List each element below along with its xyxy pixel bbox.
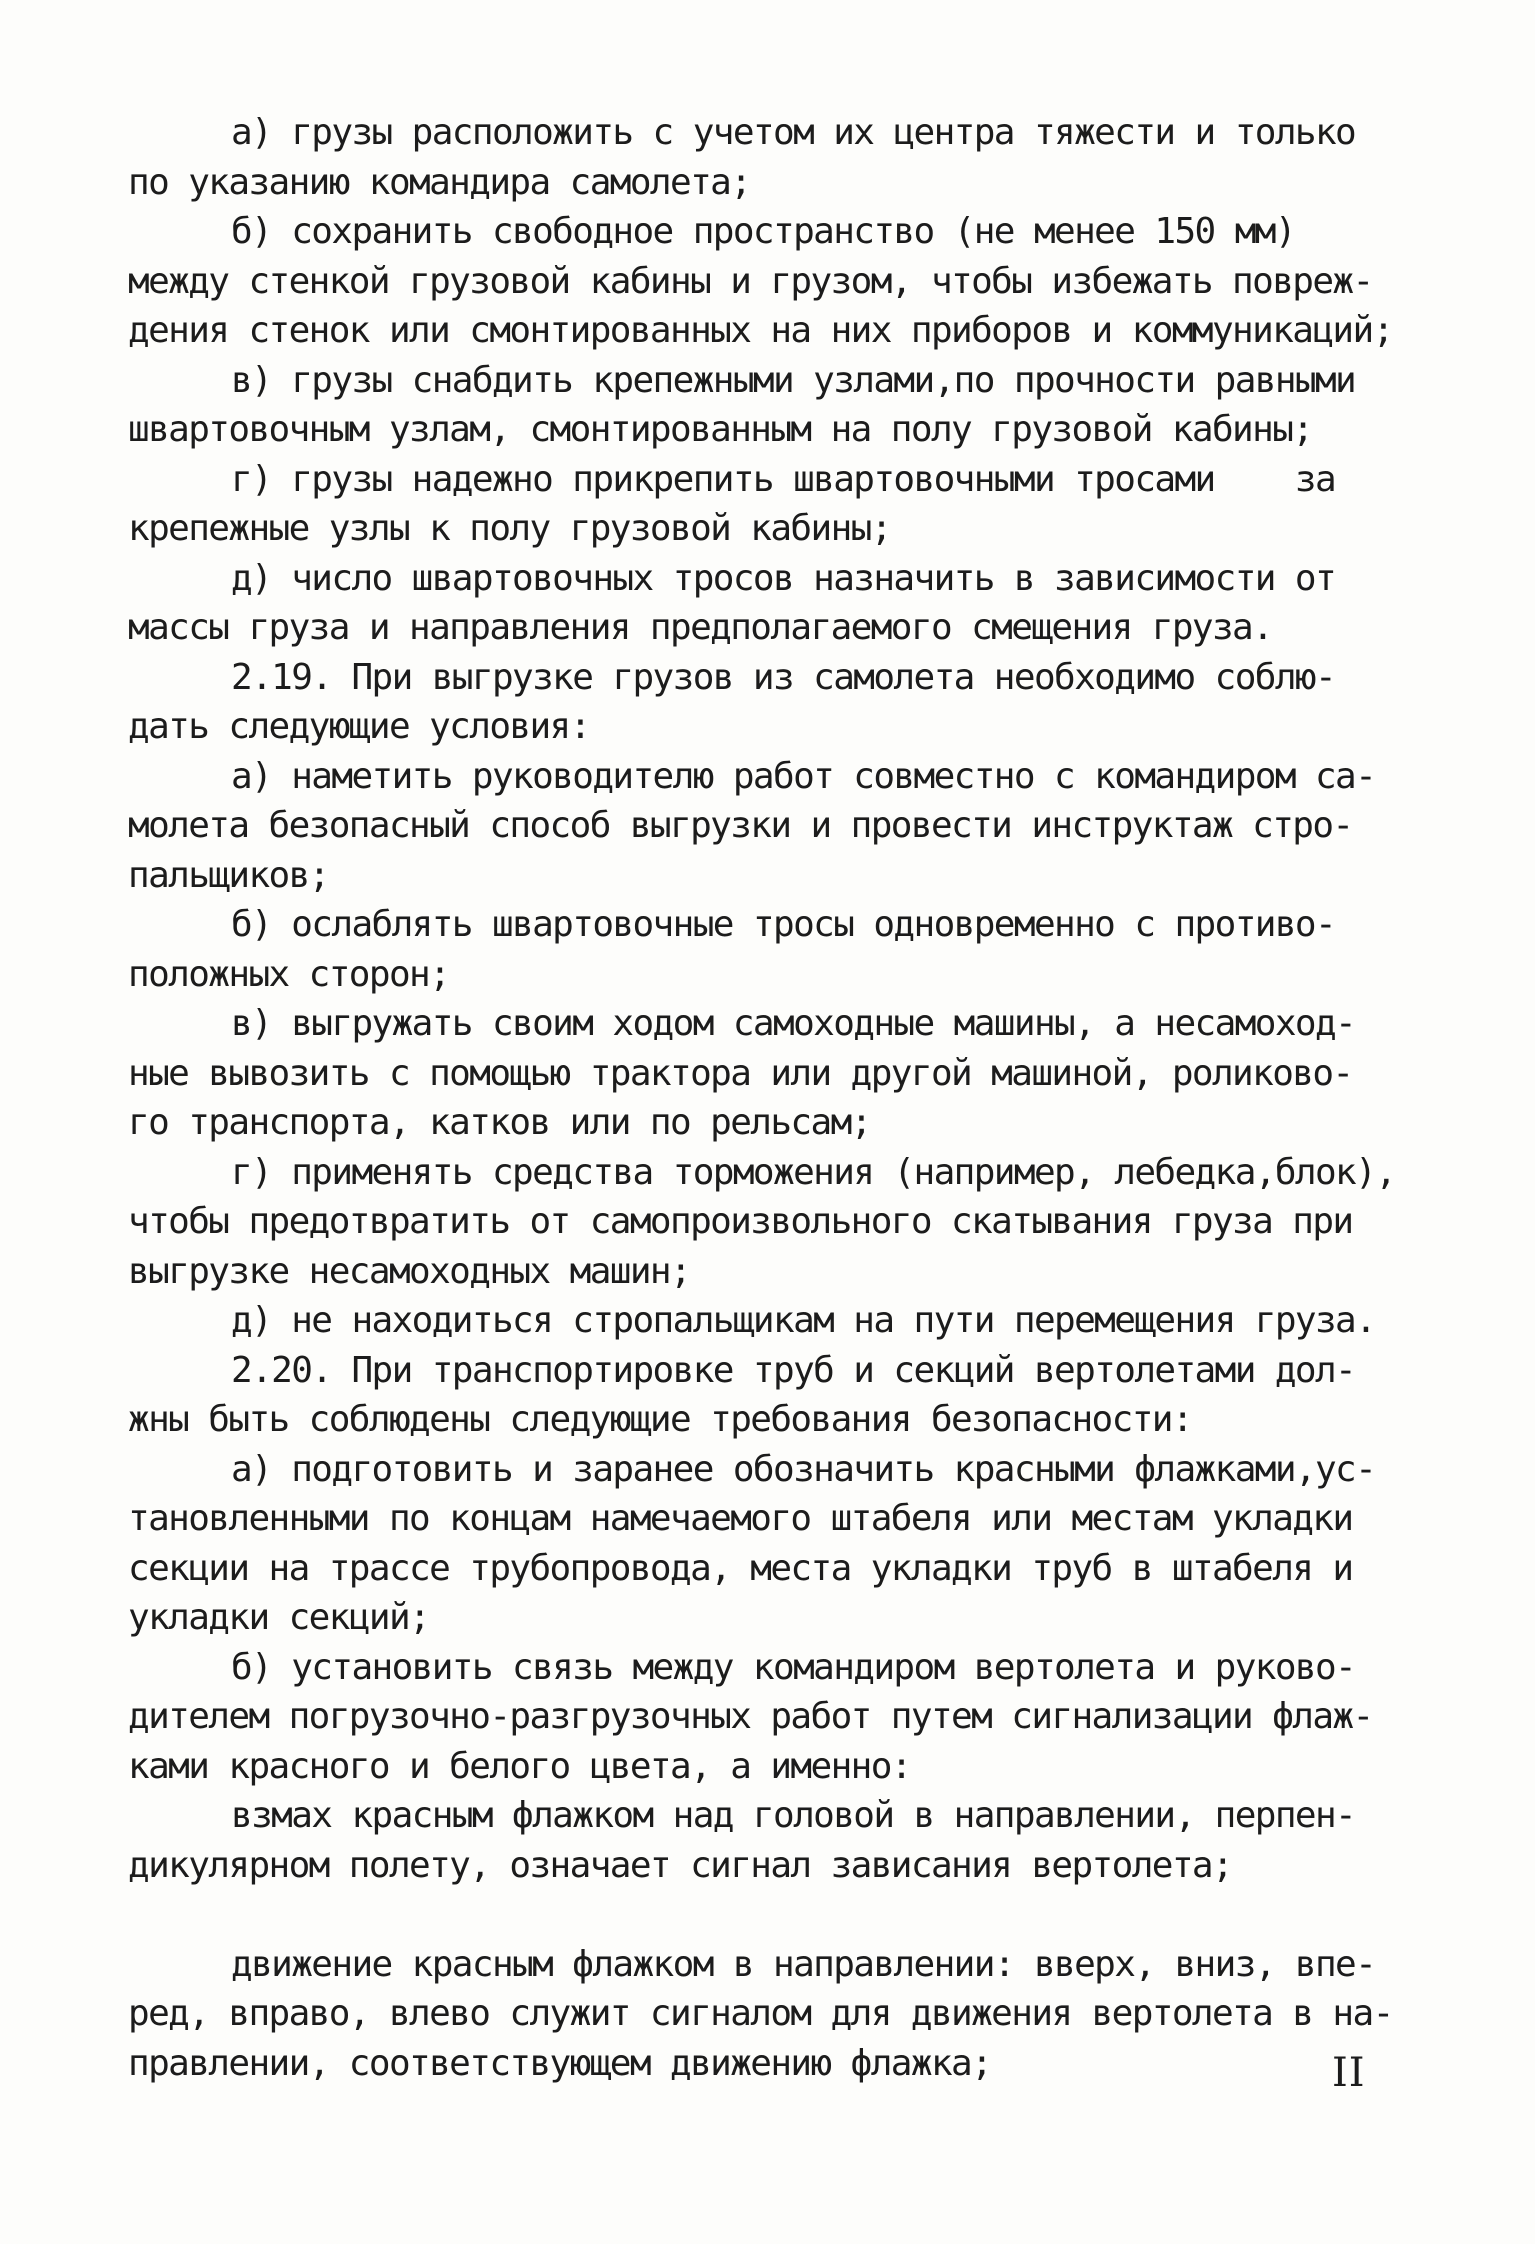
text-line: дикулярном полету, означает сигнал зависания вертолета; [128, 1844, 1233, 1886]
body-text [128, 108, 1418, 2088]
text-line: 2.20. При транспортировке труб и секций вертолетами дол- [231, 1349, 1356, 1391]
text-line: выгрузке несамоходных машин; [128, 1250, 691, 1292]
text-line: г) применять средства торможения (например, лебедка,блок), [231, 1151, 1396, 1193]
text-line: молета безопасный способ выгрузки и провести инструктаж стро- [128, 805, 1353, 846]
text-line: массы груза и направления предполагаемого смещения груза. [128, 607, 1273, 648]
text-line: ками красного и белого цвета, а именно: [128, 1745, 911, 1787]
text-line: а) наметить руководителю работ совместно с командиром са- [231, 755, 1376, 797]
text-line: дать следующие условия: [128, 706, 590, 747]
text-line: дения стенок или смонтированных на них приборов и коммуникаций; [128, 310, 1393, 351]
text-line: ред, вправо, влево служит сигналом для движения вертолета в на- [128, 1993, 1393, 2034]
text-line: а) подготовить и заранее обозначить красными флажками,ус- [231, 1448, 1376, 1490]
text-line: по указанию командира самолета; [128, 161, 751, 203]
text-line: го транспорта, катков или по рельсам; [128, 1102, 871, 1143]
text-line: тановленными по концам намечаемого штабеля или местам укладки [128, 1498, 1353, 1539]
text-line: г) грузы надежно прикрепить швартовочными тросами за [231, 458, 1336, 500]
text-line: ные вывозить с помощью трактора или другой машиной, роликово- [128, 1052, 1353, 1094]
text-line: жны быть соблюдены следующие требования безопасности: [128, 1399, 1192, 1440]
text-line: 2.19. При выгрузке грузов из самолета необходимо соблю- [231, 656, 1336, 698]
text-line: б) установить связь между командиром вертолета и руково- [231, 1646, 1356, 1688]
text-line: швартовочным узлам, смонтированным на полу грузовой кабины; [128, 409, 1313, 450]
text-line: б) сохранить свободное пространство (не менее 150 мм) [231, 211, 1295, 252]
text-line: между стенкой грузовой кабины и грузом, чтобы избежать повреж- [128, 260, 1373, 302]
text-line: движение красным флажком в направлении: вверх, вниз, впе- [231, 1943, 1376, 1985]
text-line: в) выгружать своим ходом самоходные машины, а несамоход- [231, 1003, 1356, 1044]
text-line: д) число швартовочных тросов назначить в зависимости от [231, 557, 1336, 599]
text-line: укладки секций; [128, 1597, 430, 1638]
text-line: пальщиков; [128, 854, 329, 896]
text-line [128, 1890, 1418, 1940]
text-line: правлении, соответствующем движению флажка; [128, 2042, 992, 2084]
text-line: б) ослаблять швартовочные тросы одновременно с противо- [231, 904, 1336, 945]
text-line: дителем погрузочно-разгрузочных работ путем сигнализации флаж- [128, 1696, 1373, 1737]
text-line: а) грузы расположить с учетом их центра тяжести и только [231, 112, 1356, 153]
page-number: II [1332, 2050, 1366, 2096]
text-line: в) грузы снабдить крепежными узлами,по прочности равными [231, 359, 1356, 401]
text-line: крепежные узлы к полу грузовой кабины; [128, 508, 891, 549]
text-line: секции на трассе трубопровода, места укладки труб в штабеля и [128, 1547, 1353, 1589]
text-line: д) не находиться стропальщикам на пути перемещения груза. [231, 1300, 1376, 1341]
text-line: взмах красным флажком над головой в направлении, перпен- [231, 1795, 1356, 1836]
text-line: чтобы предотвратить от самопроизвольного скатывания груза при [128, 1201, 1353, 1242]
text-line: положных сторон; [128, 953, 450, 995]
